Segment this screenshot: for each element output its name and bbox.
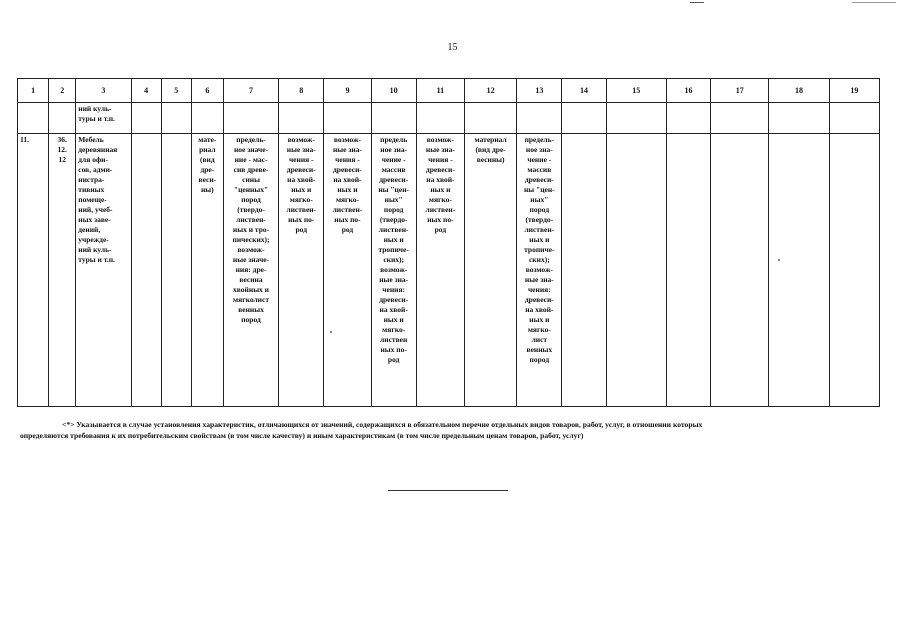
column-header: 5: [161, 79, 191, 103]
table-cell: [131, 134, 161, 407]
table-cell: [666, 103, 710, 134]
column-header: 6: [191, 79, 223, 103]
table-cell: [606, 103, 666, 134]
table-cell: [606, 134, 666, 407]
column-header: 11: [416, 79, 464, 103]
column-header: 12: [465, 79, 517, 103]
column-header: 17: [711, 79, 769, 103]
table-cell: [131, 103, 161, 134]
column-header: 10: [371, 79, 416, 103]
table-cell: [18, 103, 49, 134]
table-cell: 36. 12. 12: [49, 134, 76, 407]
column-header: 7: [223, 79, 278, 103]
table-cell: [562, 134, 606, 407]
table-cell: [465, 103, 517, 134]
table-cell: [279, 103, 324, 134]
column-header: 14: [562, 79, 606, 103]
table-cell: [161, 134, 191, 407]
table-cell: [769, 134, 829, 407]
table-cell: [223, 103, 278, 134]
column-header: 1: [18, 79, 49, 103]
table-cell: [49, 103, 76, 134]
table-cell: материал (вид дре- весины): [465, 134, 517, 407]
table-cell: [517, 103, 562, 134]
table-row: [18, 134, 880, 407]
table-cell: 11.: [18, 134, 49, 407]
separator-line: [388, 490, 508, 491]
table-cell: [191, 103, 223, 134]
table-cell: мате- риал (вид дре- веси- ны): [191, 134, 223, 407]
table-cell: [562, 103, 606, 134]
table-cell: предель- ное значе- ние - мас- сив древе- сины "ценных" пород (твердо- листвен- ных и тро- пических); возмож- ные значе- ния: дре- весина хвойных и мягколист венных пород: [223, 134, 278, 407]
table-cell: [371, 103, 416, 134]
table-row: [18, 103, 880, 134]
column-number-row: [18, 79, 880, 103]
column-header: 18: [769, 79, 829, 103]
column-header: 9: [324, 79, 371, 103]
table-cell: [829, 103, 879, 134]
table-cell: [769, 103, 829, 134]
table-cell: возмож- ные зна- чения - древеси- на хвой- ных и мягко- листвен- ных по- род: [416, 134, 464, 407]
table-cell: [161, 103, 191, 134]
footnote-line: <*> Указывается в случае установления характеристик, отличающихся от значений, содержащихся в обязательном перечне отдельных видов товаров, работ, услуг, в отношении которых: [62, 420, 703, 429]
table-cell: [711, 103, 769, 134]
page-number: 15: [447, 42, 458, 53]
table-cell: возмож- ные зна- чения - древеси- на хвой- ных и мягко- листвен- ных по- род: [324, 134, 371, 407]
scan-speck: [778, 259, 780, 261]
column-header: 16: [666, 79, 710, 103]
footnote-line: определяются требования к их потребительским свойствам (в том числе качеству) и иным характеристикам (в том числе предельным ценам товаров, работ, услуг): [20, 431, 584, 440]
column-header: 13: [517, 79, 562, 103]
table-cell: предель- ное зна- чение - массив древеси- ны "цен- ных" пород (твердо- листвен- ных и тропиче- ских); возмож- ные зна- чения: древеси- на хвой- ных и мягко- лист венных пород: [517, 134, 562, 407]
table-cell: предель ное зна- чение - массив древеси- ны "цен- ных" пород (твердо- листвен- ных и тропиче- ских); возмож- ные зна- чения: древеси- на хвой- ных и мягко- листвен ных по- род: [371, 134, 416, 407]
table-cell: [666, 134, 710, 407]
table-cell: [324, 103, 371, 134]
table-cell: Мебель деревянная для офи- сов, адми- нистра- тивных помеще- ний, учеб- ных заве- дений, учрежде- ний куль- туры и т.п.: [76, 134, 131, 407]
column-header: 3: [76, 79, 131, 103]
column-header: 8: [279, 79, 324, 103]
column-header: 15: [606, 79, 666, 103]
requirements-table: [17, 78, 880, 407]
table-cell: [829, 134, 879, 407]
column-header: 19: [829, 79, 879, 103]
table-cell: [711, 134, 769, 407]
table-cell: [416, 103, 464, 134]
table-cell: ний куль- туры и т.п.: [76, 103, 131, 134]
column-header: 4: [131, 79, 161, 103]
scan-mark: [690, 2, 704, 3]
column-header: 2: [49, 79, 76, 103]
table-cell: возмож- ные зна- чения - древеси- на хвой- ных и мягко- листвен- ных по- род: [279, 134, 324, 407]
footnote: [20, 419, 880, 441]
scan-mark: [852, 2, 896, 3]
scan-speck: [330, 331, 332, 333]
